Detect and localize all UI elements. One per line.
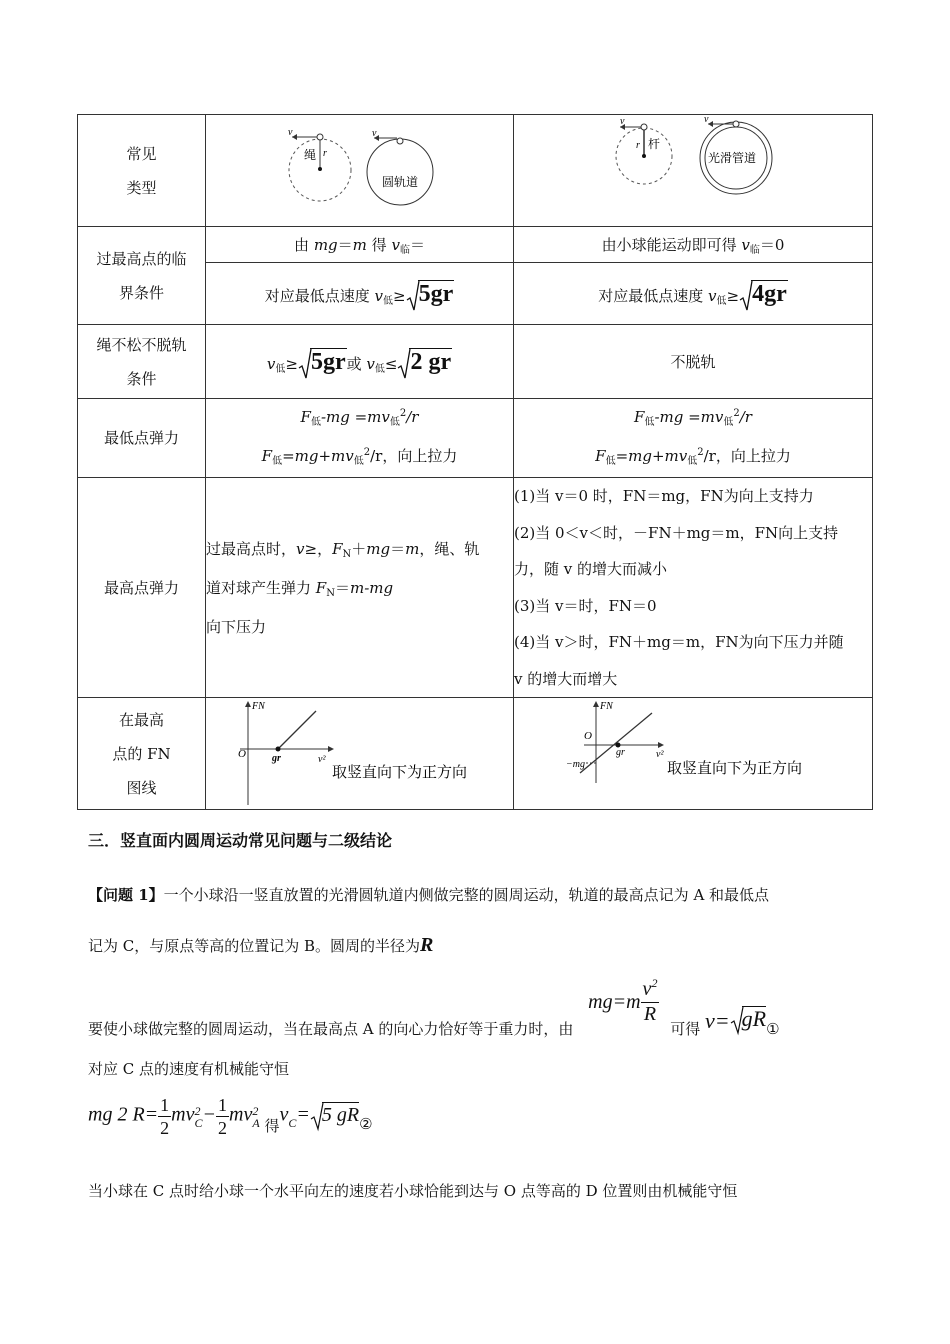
list-item: (1)当 v＝0 时，FN＝mg，FN为向上支持力 bbox=[514, 487, 814, 505]
list-item: v 的增大而增大 bbox=[514, 669, 618, 688]
lowest-force-right: $F_低-mg =mv_低^2/r$ $F_低=mg+mv_低^2/r$，向上拉力 bbox=[514, 399, 873, 478]
svg-text:v: v bbox=[372, 127, 377, 139]
svg-text:r: r bbox=[323, 147, 327, 159]
sqrt-4gr: 4gr bbox=[739, 280, 788, 307]
svg-text:−mg: −mg bbox=[566, 758, 585, 770]
problem-tag: 【问题 1】 bbox=[88, 886, 164, 904]
svg-text:O: O bbox=[238, 747, 246, 760]
list-item: 力，随 v 的增大而减小 bbox=[514, 560, 668, 578]
svg-text:杆: 杆 bbox=[648, 136, 661, 151]
sqrt-5gR: 5 gR bbox=[310, 1102, 359, 1127]
svg-text:O: O bbox=[584, 729, 592, 742]
no-slack-left: $v_低\ge$ 5gr或 $v_低\le$ 2 gr bbox=[206, 325, 514, 399]
svg-text:r: r bbox=[636, 139, 640, 151]
svg-text:v: v bbox=[620, 115, 625, 127]
svg-text:v: v bbox=[288, 126, 293, 138]
svg-text:取竖直向下为正方向: 取竖直向下为正方向 bbox=[667, 758, 803, 777]
fraction-half-2: $\frac{1}{2}$ bbox=[218, 1095, 227, 1138]
left-type-diagrams bbox=[206, 115, 514, 227]
fraction-v2-over-R: $\frac{v^2}{R}$ bbox=[642, 976, 658, 1025]
paragraph-centripetal: 要使小球做完整的圆周运动，当在最高点 A 的向心力恰好等于重力时，由 mg=m $\frac{v^2}{R}$ 可得 v= gR① bbox=[88, 976, 780, 1038]
svg-text:gr: gr bbox=[272, 752, 281, 764]
no-slack-right: 不脱轨 bbox=[514, 325, 873, 399]
paragraph-point-d: 当小球在 C 点时给小球一个水平向左的速度若小球恰能到达与 O 点等高的 D 位置则由机械能守恒 bbox=[88, 1182, 738, 1200]
table-row-types bbox=[78, 115, 873, 227]
critical-left-bottom: 对应最低点速度 $v_低\ge$ 5gr bbox=[206, 263, 514, 325]
row-label-types: 常见 类型 bbox=[78, 115, 206, 227]
svg-text:FN: FN bbox=[252, 700, 265, 712]
right-type-diagrams bbox=[514, 115, 873, 227]
svg-text:取竖直向下为正方向: 取竖直向下为正方向 bbox=[332, 762, 468, 781]
svg-text:圆轨道: 圆轨道 bbox=[382, 174, 419, 189]
sqrt-5gr: 5gr bbox=[406, 280, 455, 307]
svg-text:v: v bbox=[704, 115, 709, 125]
graph-left bbox=[206, 698, 514, 810]
list-item: (4)当 v＞时，FN＋mg＝m，FN为向下压力并随 bbox=[514, 633, 844, 651]
row-label-highest-force: 最高点弹力 bbox=[78, 478, 206, 698]
sqrt-gR: gR bbox=[730, 1006, 766, 1031]
list-item: (3)当 v＝时，FN＝0 bbox=[514, 596, 657, 615]
table-row-highest-force bbox=[78, 478, 873, 698]
sqrt-5gr-b: 5gr bbox=[298, 348, 347, 375]
row-label-graph: 在最高 点的 FN 图线 bbox=[78, 698, 206, 810]
svg-text:FN: FN bbox=[600, 700, 613, 712]
table-row-lowest-force bbox=[78, 399, 873, 478]
row-label-lowest-force: 最低点弹力 bbox=[78, 399, 206, 478]
critical-right-bottom: 对应最低点速度 $v_低\ge$ 4gr bbox=[514, 263, 873, 325]
fraction-half-1: $\frac{1}{2}$ bbox=[160, 1095, 170, 1138]
rope-and-track-diagram bbox=[206, 116, 514, 226]
summary-table bbox=[77, 114, 873, 810]
lowest-force-left: $F_低-mg =mv_低^2/r$ $F_低=mg+mv_低^2/r$，向上拉力 bbox=[206, 399, 514, 478]
table-row-critical-top bbox=[78, 227, 873, 263]
problem-1-line-1: 【问题 1】一个小球沿一竖直放置的光滑圆轨道内侧做完整的圆周运动，轨道的最高点记为 A 和最低点 bbox=[88, 886, 770, 904]
critical-right-top: 由小球能运动即可得 $v_临=0$ bbox=[514, 227, 873, 263]
svg-text:绳: 绳 bbox=[304, 147, 317, 162]
graph-right bbox=[514, 698, 873, 810]
highest-force-left: 过最高点时，v≥，$F_N+mg=m$，绳、轨 道对球产生弹力 $F_N=m-mg$ 向下压力 bbox=[206, 478, 514, 698]
critical-left-top: 由 mg＝m 得 $v_临=$ bbox=[206, 227, 514, 263]
problem-1-line-2: 记为 C，与原点等高的位置记为 B。圆周的半径为R bbox=[88, 934, 434, 956]
sqrt-2gr: 2 gr bbox=[397, 348, 452, 375]
fn-graph-rod bbox=[514, 699, 873, 809]
table-row-graph bbox=[78, 698, 873, 810]
highest-force-right bbox=[514, 478, 873, 698]
svg-text:gr: gr bbox=[616, 746, 625, 758]
list-item: (2)当 0＜v＜时，－FN＋mg＝m，FN向上支持 bbox=[514, 523, 839, 542]
row-label-no-slack: 绳不松不脱轨 条件 bbox=[78, 325, 206, 399]
fn-graph-rope bbox=[206, 699, 514, 809]
rod-and-pipe-diagram bbox=[514, 116, 873, 226]
paragraph-energy: 对应 C 点的速度有机械能守恒 bbox=[88, 1060, 290, 1078]
svg-text:v²: v² bbox=[318, 753, 326, 765]
svg-text:光滑管道: 光滑管道 bbox=[708, 150, 757, 165]
energy-equation: mg 2 R= $\frac{1}{2}$ mv 2 C − $\frac{1}{2}$ mv 2 A 得$v_C=$ 5 gR② bbox=[88, 1095, 373, 1138]
row-label-critical: 过最高点的临 界条件 bbox=[78, 227, 206, 325]
table-row-no-slack bbox=[78, 325, 873, 399]
section-title: 三．竖直面内圆周运动常见问题与二级结论 bbox=[88, 831, 393, 850]
svg-text:v²: v² bbox=[656, 748, 664, 760]
